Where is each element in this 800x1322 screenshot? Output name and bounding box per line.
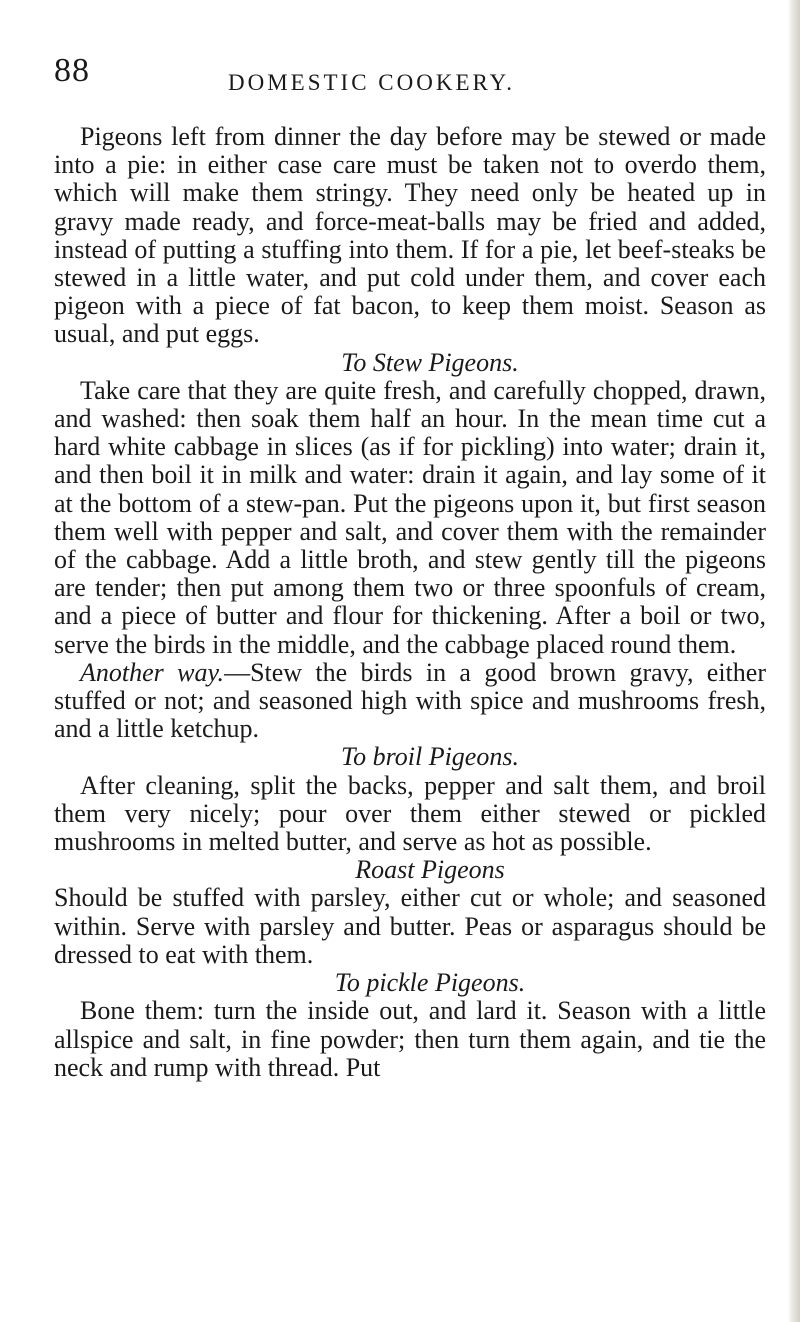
another-way-text: —Stew the birds in a good brown gravy, either stuffed or not; and seasoned high with spice and mushrooms fresh, and a little ketchup.: [54, 657, 766, 744]
section-heading-roast-pigeons: Roast Pigeons: [355, 855, 505, 885]
another-way-paragraph: [54, 659, 766, 744]
body-text: [54, 123, 766, 1082]
section-heading-stew-pigeons: To Stew Pigeons.: [341, 347, 519, 377]
pickle-pigeons-paragraph: Bone them: turn the inside out, and lard it. Season with a little allspice and salt, in fine powder; then turn them again, and tie the neck and rump with thread. Put: [54, 996, 766, 1082]
running-head: DOMESTIC COOKERY.: [228, 70, 515, 95]
stew-pigeons-paragraph: Take care that they are quite fresh, and carefully chopped, drawn, and washed: then soak them half an hour. In the mean time cut a hard white cabbage in slices (as if for pickling) into water; drain it, and then boil it in milk and water: drain it again, and lay some of it at the bottom of a stew-pan. Put the pigeons upon it, but first season them well with pepper and salt, and cover them with the remainder of the cabbage. Add a little broth, and stew gently till the pigeons are tender; then put among them two or three spoonfuls of cream, and a piece of butter and flour for thickening. After a boil or two, serve the birds in the middle, and the cabbage placed round them.: [54, 375, 766, 659]
section-heading-broil-pigeons: To broil Pigeons.: [341, 742, 519, 772]
broil-pigeons-paragraph: After cleaning, split the backs, pepper and salt them, and broil them very nicely; pour over them either stewed or pickled mushrooms in melted butter, and serve as hot as possible.: [54, 770, 766, 857]
roast-pigeons-paragraph: Should be stuffed with parsley, either cut or whole; and seasoned within. Serve with parsley and butter. Peas or asparagus should be dressed to eat with them.: [54, 883, 766, 969]
another-way-label: Another way.: [80, 657, 225, 687]
page-number: 88: [54, 52, 90, 89]
section-heading-pickle-pigeons: To pickle Pigeons.: [334, 968, 526, 998]
page-edge: [788, 0, 800, 1322]
intro-paragraph: Pigeons left from dinner the day before may be stewed or made into a pie: in either case care must be taken not to overdo them, which will make them stringy. They need only be heated up in gravy made ready, and force-meat-balls may be fried and added, instead of putting a stuffing into them. If for a pie, let beef-steaks be stewed in a little water, and put cold under them, and cover each pigeon with a piece of fat bacon, to keep them moist. Season as usual, and put eggs.: [54, 122, 766, 349]
